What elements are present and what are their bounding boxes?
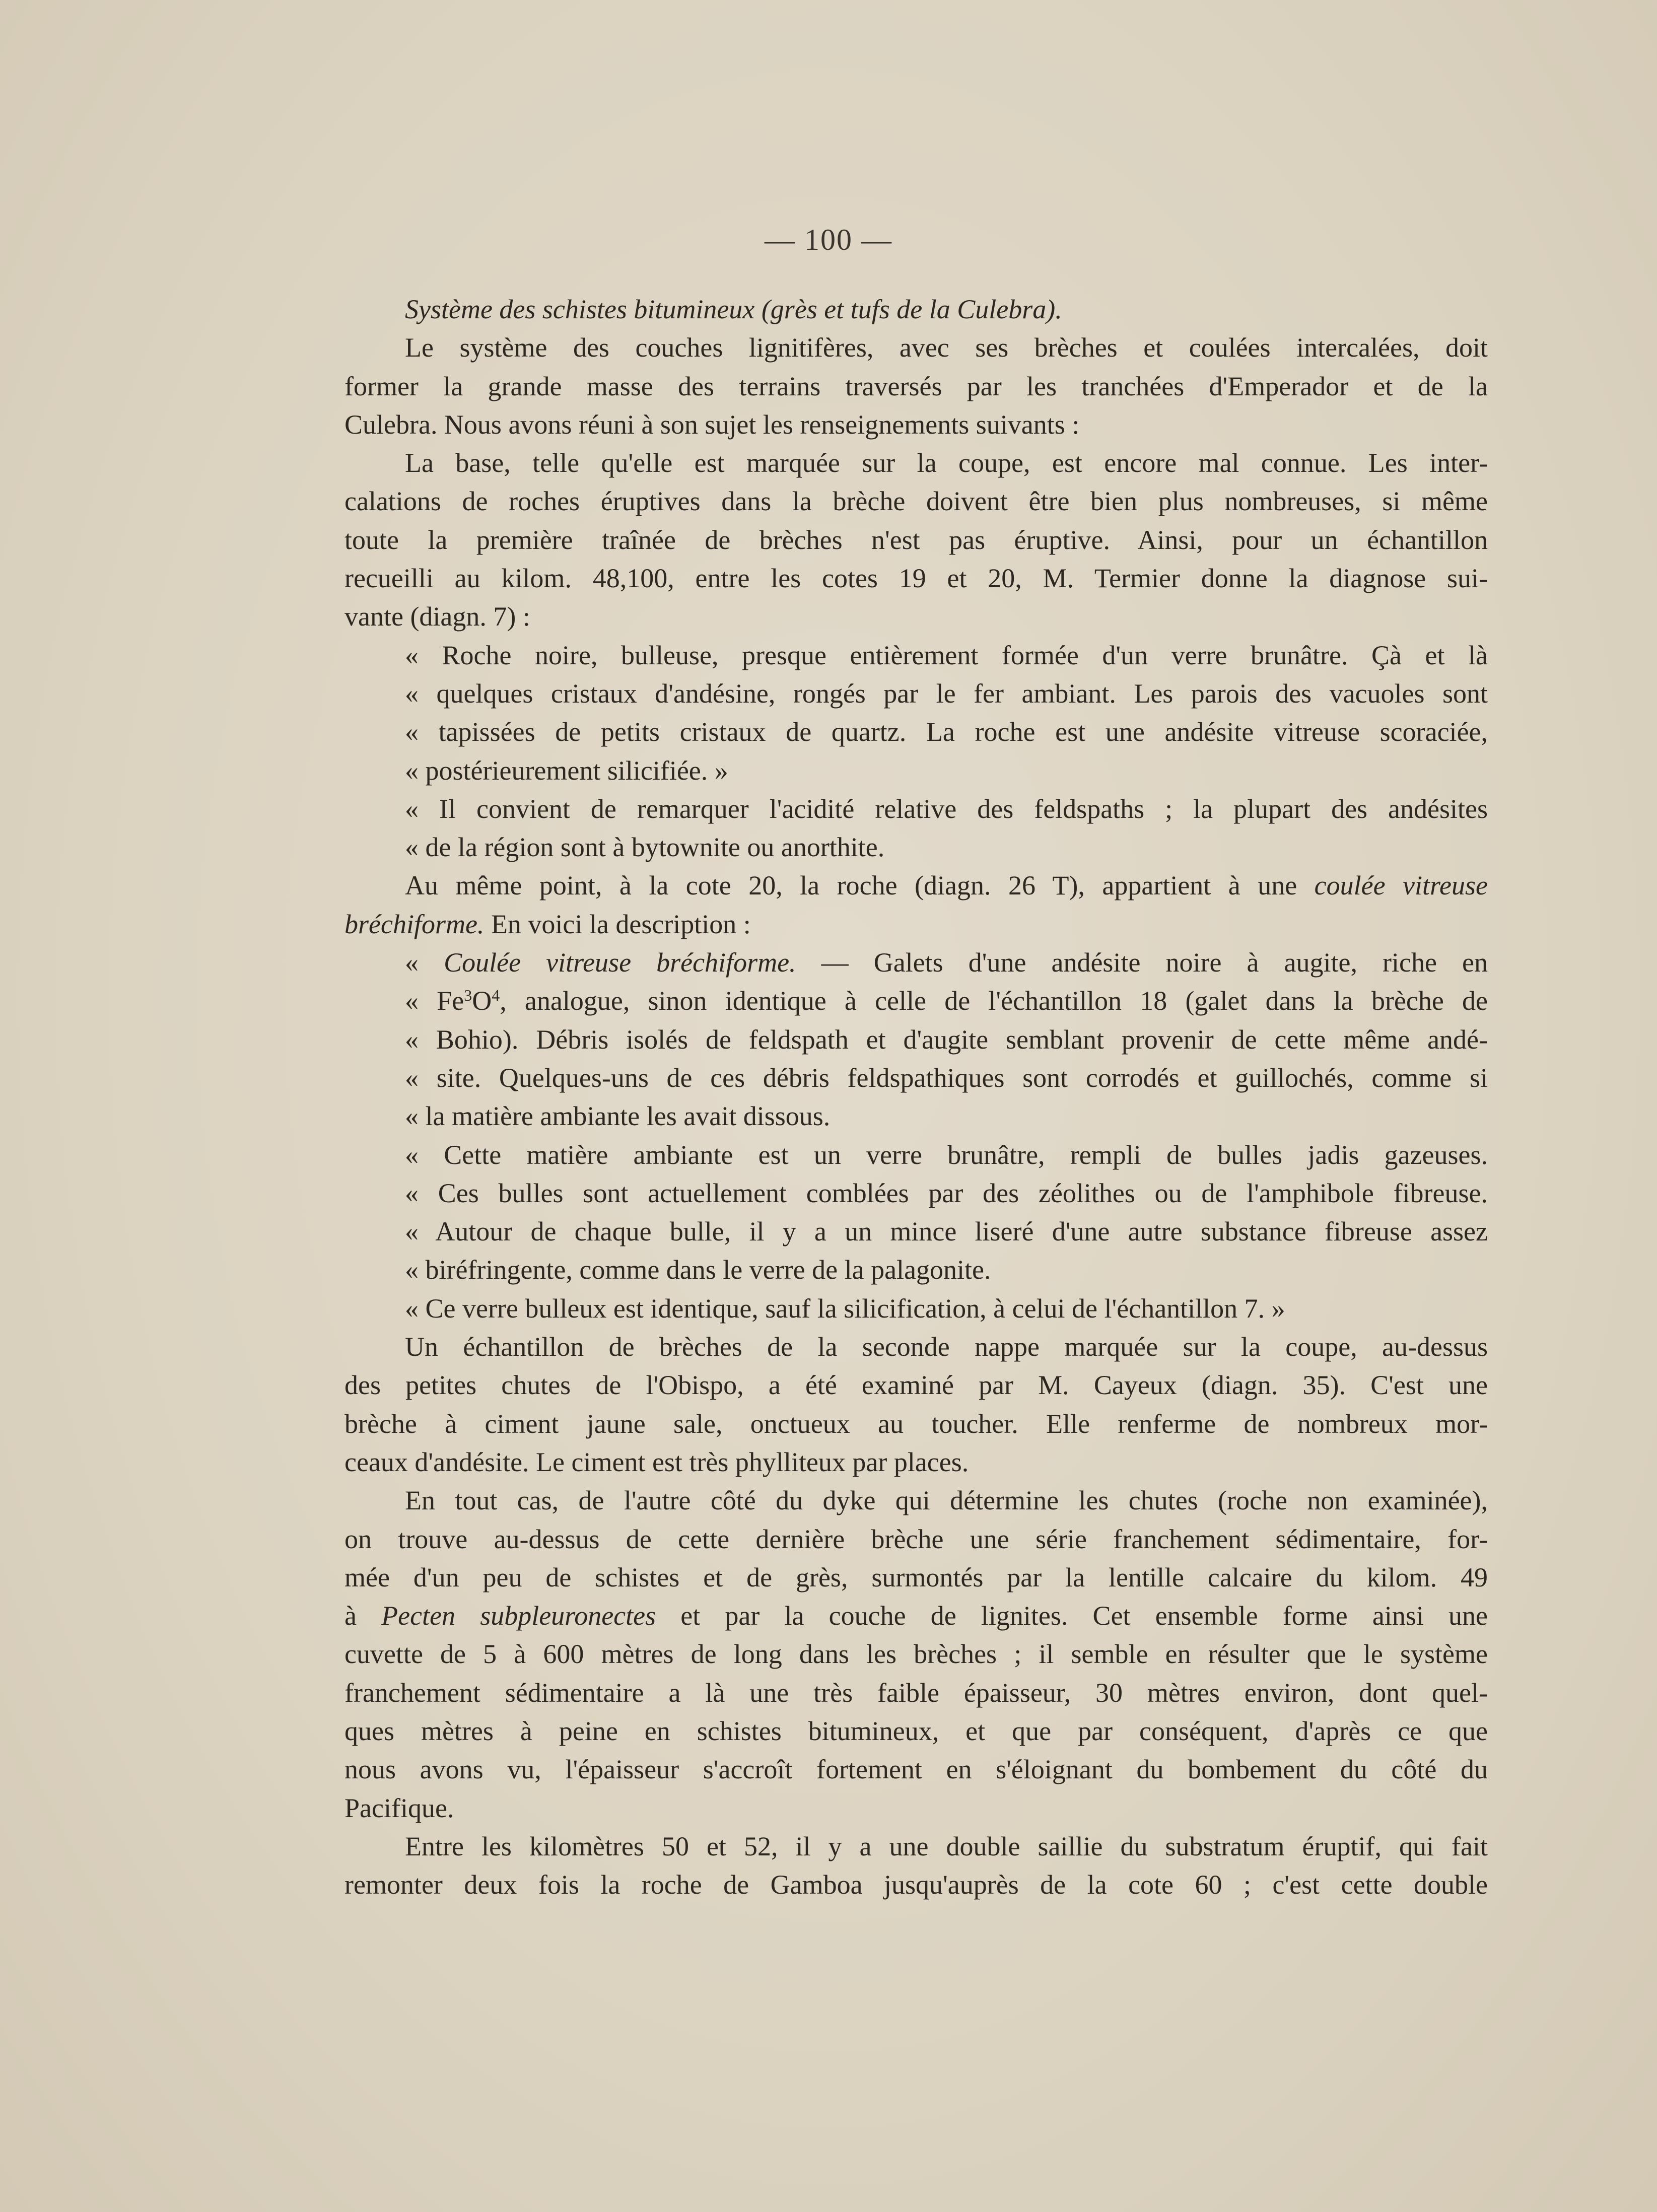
text-line: former la grande masse des terrains traversés par les tranchées d'Emperador et de la	[344, 371, 1488, 401]
quote-line: « biréfringente, comme dans le verre de la palagonite.	[405, 1255, 991, 1285]
text-segment: O	[472, 986, 492, 1016]
text-line: nous avons vu, l'épaisseur s'accroît fortement en s'éloignant du bombement du côté du	[344, 1754, 1488, 1785]
text-line: Entre les kilomètres 50 et 52, il y a une double saillie du substratum éruptif, qui fait	[405, 1831, 1488, 1861]
text-line: toute la première traînée de brèches n'est pas éruptive. Ainsi, pour un échantillon	[344, 524, 1488, 555]
superscript: 4	[492, 986, 500, 1005]
text-line: Pacifique.	[344, 1792, 454, 1823]
quote-mark: «	[405, 947, 419, 978]
text-line: Le système des couches lignitifères, avec ses brèches et coulées intercalées, doit	[405, 332, 1488, 363]
quote-line: « quelques cristaux d'andésine, rongés par le fer ambiant. Les parois des vacuoles sont	[405, 678, 1488, 709]
text-line: mée d'un peu de schistes et de grès, surmontés par la lentille calcaire du kilom. 49	[344, 1562, 1488, 1593]
italic-term: bréchiforme.	[344, 909, 485, 939]
section-heading	[344, 290, 1488, 328]
text-segment: — Galets d'une andésite noire à augite, riche en	[821, 947, 1488, 978]
heading-part-1: Système des schistes bitumineux	[405, 294, 755, 324]
quote-line: « Autour de chaque bulle, il y a un mince liseré d'une autre substance fibreuse assez	[405, 1216, 1488, 1247]
text-segment: En voici la description :	[491, 909, 751, 939]
quote-line: « Ce verre bulleux est identique, sauf la silicification, à celui de l'échantillon 7. »	[405, 1293, 1285, 1324]
text-line: En tout cas, de l'autre côté du dyke qui détermine les chutes (roche non examinée),	[405, 1485, 1488, 1516]
italic-term: Pecten subpleuronectes	[381, 1601, 656, 1631]
italic-term: coulée vitreuse	[1314, 870, 1488, 901]
text-line: des petites chutes de l'Obispo, a été examiné par M. Cayeux (diagn. 35). C'est une	[344, 1370, 1488, 1401]
quote-line: « site. Quelques-uns de ces débris feldspathiques sont corrodés et guillochés, comme si	[405, 1062, 1488, 1093]
text-line: calations de roches éruptives dans la brèche doivent être bien plus nombreuses, si même	[344, 486, 1488, 517]
quote-line	[344, 982, 1488, 1020]
text-line: franchement sédimentaire a là une très faible épaisseur, 30 mètres environ, dont quel-	[344, 1677, 1488, 1708]
text-line: vante (diagn. 7) :	[344, 601, 530, 632]
quote-line: « la matière ambiante les avait dissous.	[405, 1101, 831, 1132]
text-segment: à	[344, 1601, 357, 1631]
text-segment: , analogue, sinon identique à celle de l'échantillon 18 (galet dans la brèche de	[500, 986, 1488, 1016]
text-line: La base, telle qu'elle est marquée sur la coupe, est encore mal connue. Les inter-	[405, 448, 1488, 478]
text-line: cuvette de 5 à 600 mètres de long dans les brèches ; il semble en résulter que le système	[344, 1639, 1488, 1670]
quote-line: « Ces bulles sont actuellement comblées par des zéolithes ou de l'amphibole fibreuse.	[405, 1178, 1488, 1208]
quote-line: « Roche noire, bulleuse, presque entièrement formée d'un verre brunâtre. Çà et là	[405, 640, 1488, 670]
quote-line: « tapissées de petits cristaux de quartz. La roche est une andésite vitreuse scoraciée,	[405, 717, 1488, 747]
quote-line: « Cette matière ambiante est un verre brunâtre, rempli de bulles jadis gazeuses.	[405, 1139, 1488, 1170]
text-line	[344, 905, 1488, 943]
quote-line: « de la région sont à bytownite ou anorthite.	[405, 832, 885, 863]
text-line	[344, 1597, 1488, 1635]
page-number: — 100 —	[765, 223, 892, 256]
quote-line: « Bohio). Débris isolés de feldspath et d'augite semblant provenir de cette même andé-	[405, 1024, 1488, 1055]
text-line: Culebra. Nous avons réuni à son sujet les renseignements suivants :	[344, 409, 1080, 440]
text-line	[344, 866, 1488, 905]
superscript: 3	[464, 986, 472, 1005]
text-line: recueilli au kilom. 48,100, entre les cotes 19 et 20, M. Termier donne la diagnose sui-	[344, 563, 1488, 594]
text-line: brèche à ciment jaune sale, onctueux au toucher. Elle renferme de nombreux mor-	[344, 1408, 1488, 1439]
text-line: on trouve au-dessus de cette dernière brèche une série franchement sédimentaire, for-	[344, 1524, 1488, 1554]
quote-line	[344, 943, 1488, 982]
text-line: ques mètres à peine en schistes bitumineux, et que par conséquent, d'après ce que	[344, 1715, 1488, 1746]
text-segment: et par la couche de lignites. Cet ensemble forme ainsi une	[680, 1601, 1488, 1631]
italic-term: Coulée vitreuse bréchiforme.	[444, 947, 796, 978]
quote-line: « postérieurement silicifiée. »	[405, 755, 728, 786]
text-line: ceaux d'andésite. Le ciment est très phylliteux par places.	[344, 1446, 969, 1477]
text-line: Un échantillon de brèches de la seconde nappe marquée sur la coupe, au-dessus	[405, 1332, 1488, 1362]
body-text	[344, 290, 1488, 1904]
text-line: remonter deux fois la roche de Gamboa jusqu'auprès de la cote 60 ; c'est cette double	[344, 1870, 1488, 1900]
quote-line: « Il convient de remarquer l'acidité relative des feldspaths ; la plupart des andésites	[405, 793, 1488, 824]
heading-part-2: (grès et tufs de la Culebra).	[761, 294, 1062, 324]
text-segment: Au même point, à la cote 20, la roche (diagn. 26 T), appartient à une	[405, 870, 1297, 901]
text-segment: « Fe	[405, 986, 464, 1016]
